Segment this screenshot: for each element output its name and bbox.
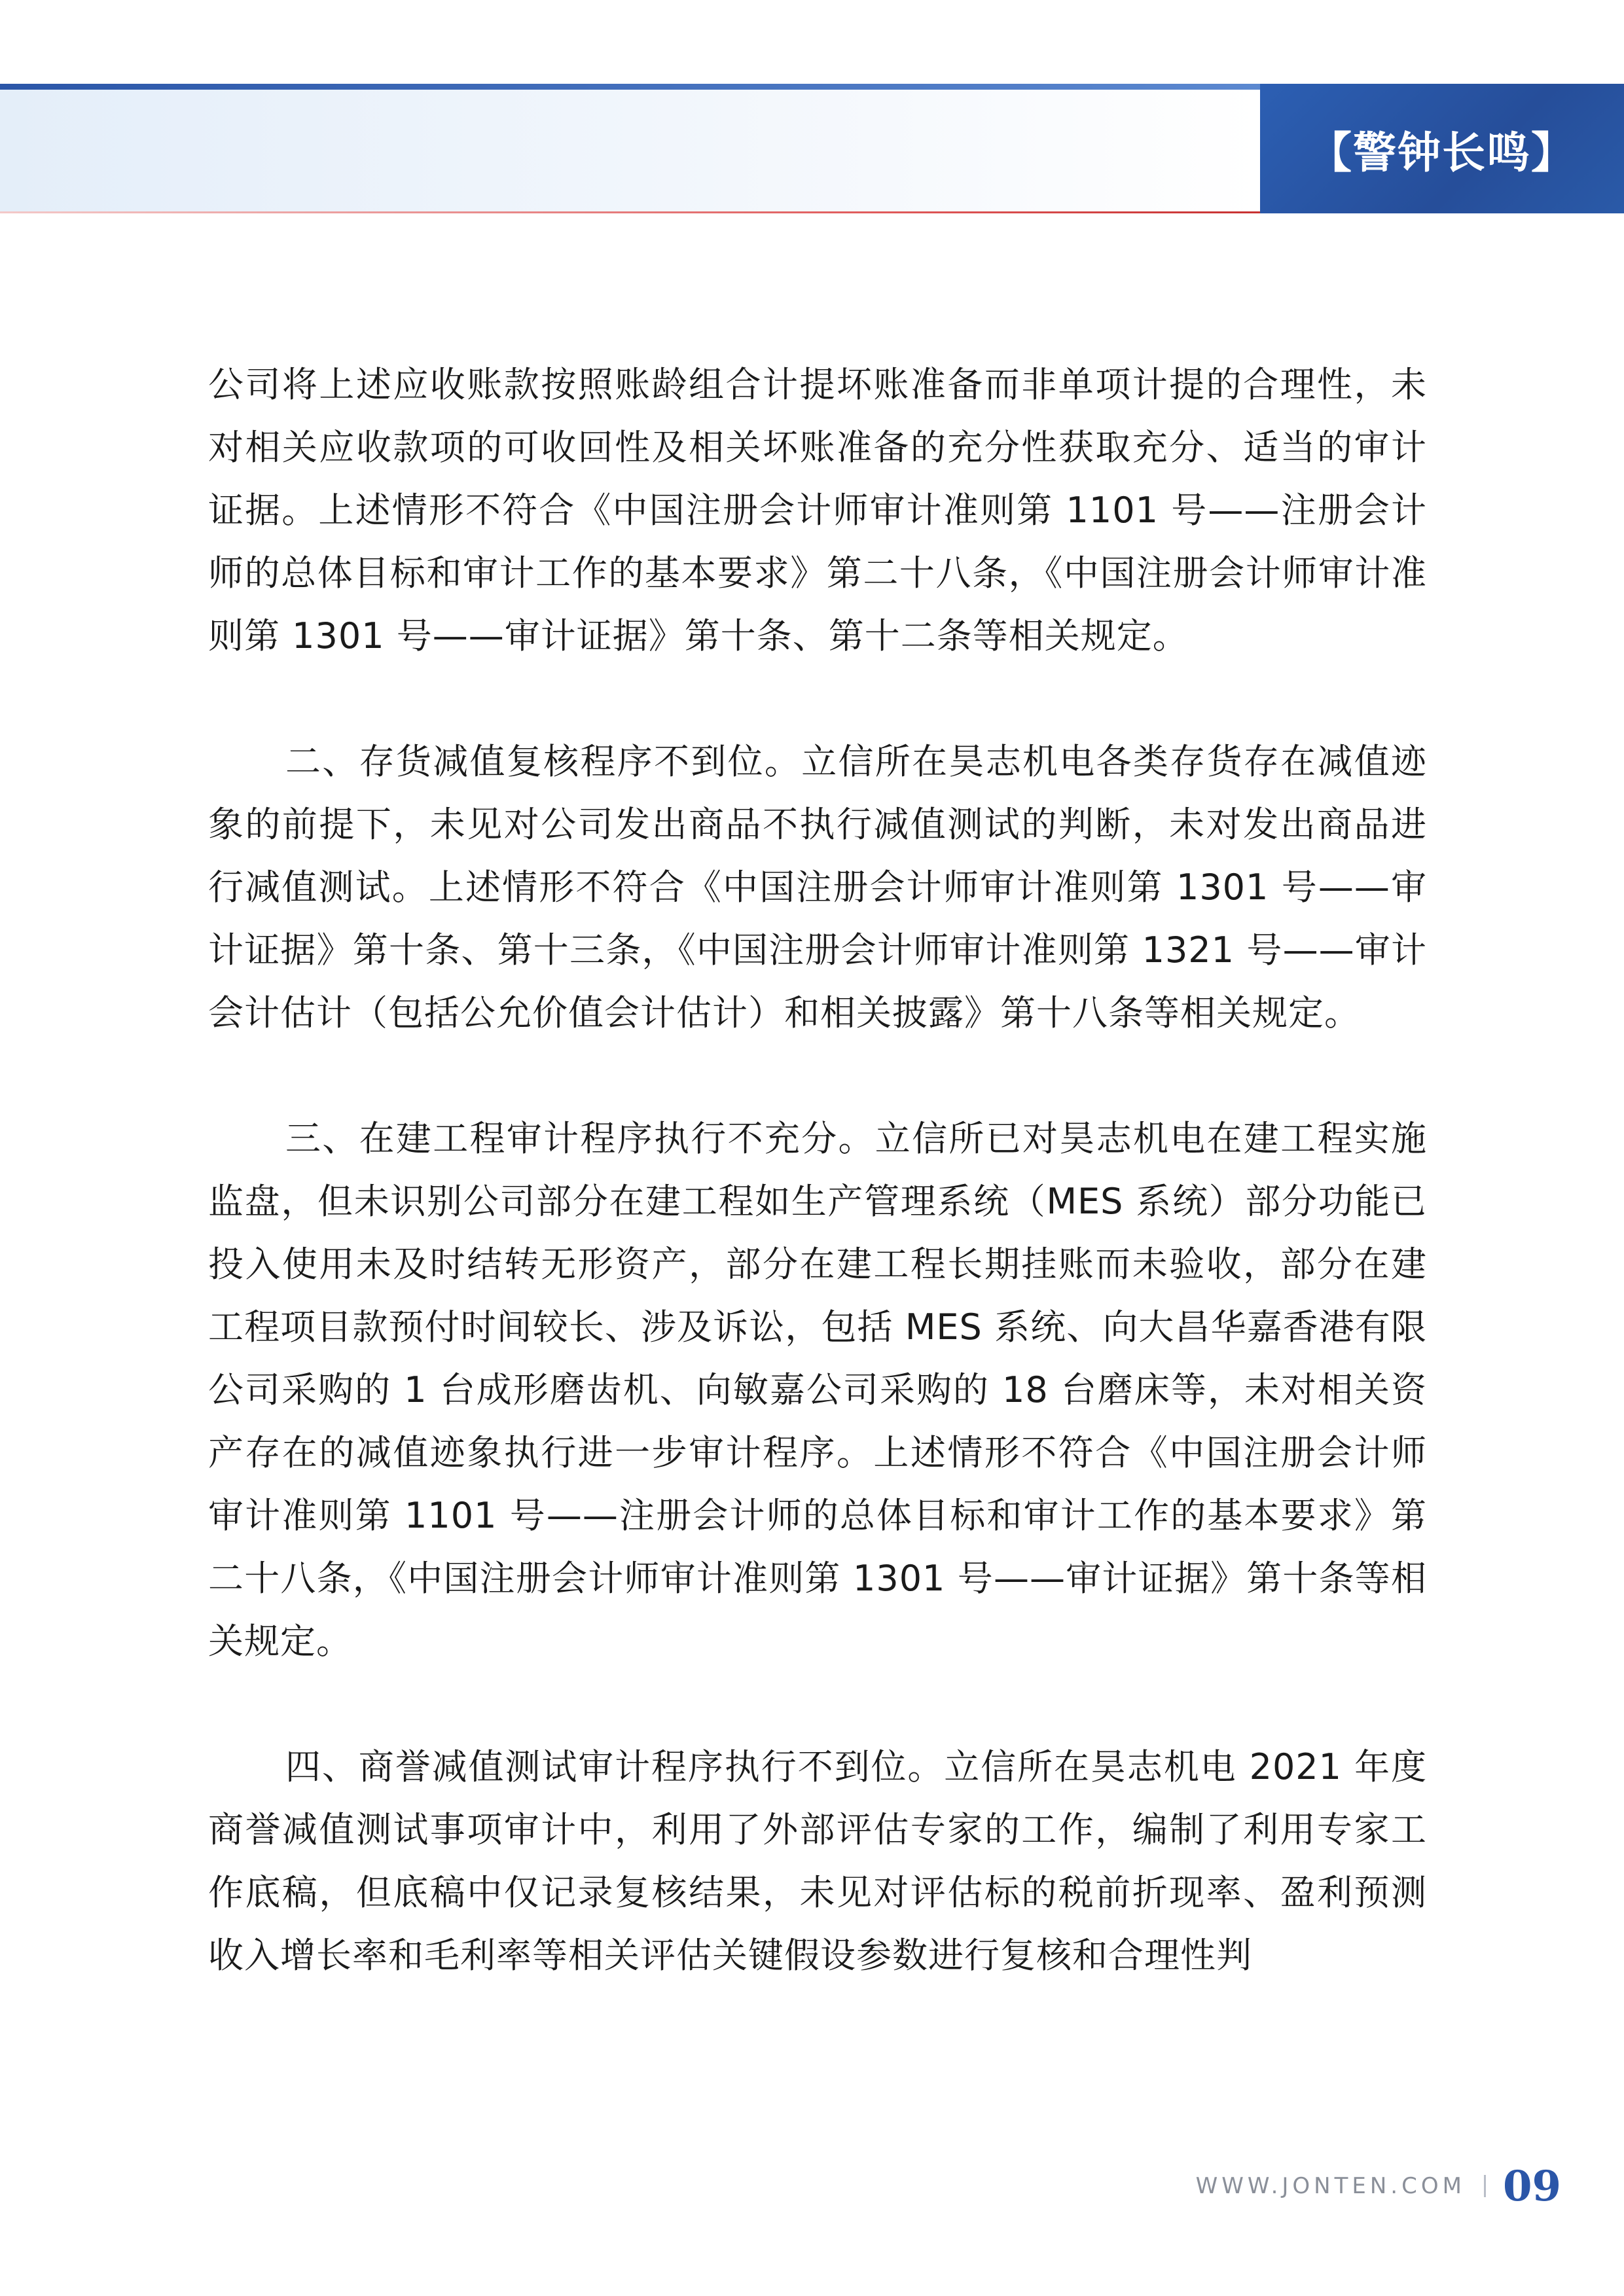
- paragraph-3: 三、在建工程审计程序执行不充分。立信所已对昊志机电在建工程实施监盘，但未识别公司部分在建工程如生产管理系统（MES 系统）部分功能已投入使用未及时结转无形资产，部分在建工程长期挂账而未验收，部分在建工程项目款预付时间较长、涉及诉讼，包括 MES 系统、向大昌华嘉香港有限公司采购的 1 台成形磨齿机、向敏嘉公司采购的 18 台磨床等，未对相关资产存在的减值迹象执行进一步审计程序。上述情形不符合《中国注册会计师审计准则第 1101 号——注册会计师的总体目标和审计工作的基本要求》第二十八条，《中国注册会计师审计准则第 1301 号——审计证据》第十条等相关规定。: [208, 1118, 1427, 1662]
- footer-website: WWW.JONTEN.COM: [1195, 2173, 1466, 2199]
- section-tag-label: 【警钟长鸣】: [1308, 126, 1576, 178]
- page-footer: [1196, 2153, 1561, 2219]
- paragraph-1: 公司将上述应收账款按照账龄组合计提坏账准备而非单项计提的合理性，未对相关应收款项的可收回性及相关坏账准备的充分性获取充分、适当的审计证据。上述情形不符合《中国注册会计师审计准则第 1101 号——注册会计师的总体目标和审计工作的基本要求》第二十八条，《中国注册会计师审计准则第 1301 号——审计证据》第十条、第十二条等相关规定。: [208, 364, 1427, 656]
- header-top-line: [0, 84, 1260, 90]
- paragraph-2: 二、存货减值复核程序不到位。立信所在昊志机电各类存货存在减值迹象的前提下，未见对公司发出商品不执行减值测试的判断，未对发出商品进行减值测试。上述情形不符合《中国注册会计师审计准则第 1301 号——审计证据》第十条、第十三条，《中国注册会计师审计准则第 1321 号——审计会计估计（包括公允价值会计估计）和相关披露》第十八条等相关规定。: [208, 741, 1427, 1033]
- section-tag: [1260, 84, 1624, 213]
- header-red-rule: [0, 211, 1260, 213]
- footer-separator: [1484, 2175, 1486, 2197]
- page-number: 09: [1502, 2161, 1561, 2211]
- header-band: [0, 90, 1260, 211]
- article-body: [208, 353, 1427, 1987]
- paragraph-4: 四、商誉减值测试审计程序执行不到位。立信所在昊志机电 2021 年度商誉减值测试事项审计中，利用了外部评估专家的工作，编制了利用专家工作底稿，但底稿中仅记录复核结果，未见对评估标的税前折现率、盈利预测收入增长率和毛利率等相关评估关键假设参数进行复核和合理性判: [208, 1746, 1427, 1976]
